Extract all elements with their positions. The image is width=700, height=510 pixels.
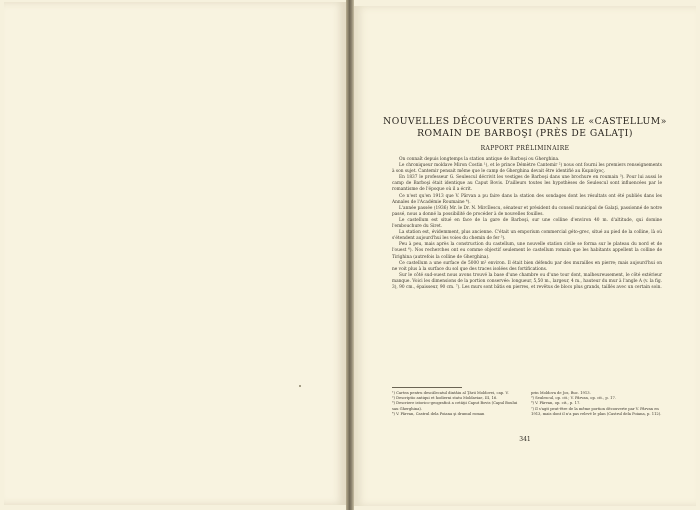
book-gutter	[346, 0, 354, 510]
paragraph: En 1837 le professeur G. Seulescul décrivit les vestiges de Barboşi dans une brochure en roumain ³). Pour lui aussi le camp de Barboşi était identique au Caput Bovis. D'ailleurs toutes les hypothèses de Seulescul sont influencées par le romantisme de l'époque où il a écrit.	[392, 175, 662, 193]
paragraph: Le chroniqueur moldave Miron Costin ¹), et le prince Démètre Cantemir ²) nous ont fourni les premiers renseignements à son sujet. Cantemir pensait même que le camp de Gherghina devait être identifié au Καμπόχος.	[392, 163, 662, 175]
footnotes	[392, 391, 662, 417]
paragraph: L'année passée (1936) Mr. le Dr. N. Mircīlescu, sénateur et président du conseil municipal de Galaţi, passionné de notre passé, nous a donné la possibilité de procéder à de nouvelles fouilles.	[392, 205, 662, 217]
footnote: ⁷) Il s'agit peut-être de la même portion découverte par V. Pârvan en 1913, mais dont il n'a pas relevé le plan (Castrul dela Poiana, p. 112).	[531, 406, 662, 416]
article-body	[392, 157, 662, 291]
paragraph: Le castellum est situé en face de la gare de Barboşi, sur une colline d'environ 40 m. d'altitude, qui domine l'embouchure du Siret.	[392, 217, 662, 230]
page-number: 341	[519, 436, 531, 443]
footnotes-column-right	[531, 391, 662, 417]
footnote: ¹) Cartea pentru descălecatul dintâiu al Ţării Moldovei, cap. V.	[392, 391, 509, 395]
footnote-rule	[392, 387, 462, 388]
title-line-1: NOUVELLES DÉCOUVERTES DANS LE «CASTELLUM»	[383, 116, 667, 127]
right-page	[354, 6, 696, 506]
paragraph: Ce n'est qu'en 1913 que V. Pârvan a pu faire dans la station des sondages dont les résultats ont été publiés dans les Annales de l'Académie Roumaine ⁴).	[392, 193, 662, 205]
footnotes-column-left	[392, 391, 523, 417]
footnote: prin Moldova de Jos, Buc. 1913.	[531, 391, 591, 395]
paragraph: Ce castellum a une surface de 5000 m² environ. Il était bien défendu par des murailles en pierre; mais aujourd'hui on ne voit plus à la surface du sol que des traces isolées des fortifications.	[392, 260, 662, 272]
footnote: ³) Descriere istorico-geografică a cetăţii Caput Bovis (Capul Boului sau Gherghina).	[392, 401, 518, 411]
footnote: ⁴) V. Pârvan, Castrul dela Poiana şi drumul roman	[392, 411, 485, 416]
paper-speck	[299, 385, 301, 387]
paragraph: Peu à peu, mais après la construction du castellum, une nouvelle station civile se forma sur le plateau du nord et de l'ouest ⁶). Nos recherches ont eu comme objectif seulement le castellum romain que les habitants appellent la colline de Tirighina (autrefois la colline de Gherghina).	[392, 242, 662, 260]
title-line-2: ROMAIN DE BARBOŞI (PRÈS DE GALAŢI)	[417, 128, 633, 139]
paragraph: La station est, évidemment, plus ancienne. C'était un emporium commercial géto-grec, situé au pied de la colline, là où s'étendent aujourd'hui les voies du chemin de fer ⁵).	[392, 230, 662, 242]
footnote: ⁵) Seulescul, op. cit.; V. Pârvan, op. cit., p. 17.	[531, 396, 617, 401]
footnote: ⁶) V. Pârvan, op. cit., p. 17.	[531, 401, 581, 406]
article-subtitle: RAPPORT PRÉLIMINAIRE	[480, 145, 570, 152]
paragraph: On connaît depuis longtemps la station antique de Barboşi ou Gherghina.	[399, 157, 560, 162]
footnote: ²) Descriptio antiqui et hodierni statu Moldaviae, III, 16.	[392, 396, 498, 401]
article-title	[354, 116, 696, 140]
left-page-blank	[4, 2, 346, 505]
paragraph: Sur le côté sud-ouest nous avons trouvé la base d'une chambre ou d'une tour dont, malheureusement, le côté extérieur manque. Voici les dimensions de la portion conservée: longueur, 5,50 m., largeur, 4 m., hauteur du mur à l'angle A (v. la fig. 3), 90 cm., épaisseur, 90 cm. ⁷). Les murs sont bâtis en pierres, et revêtus de blocs plus grands, taillés avec un certain soin.	[392, 272, 662, 290]
